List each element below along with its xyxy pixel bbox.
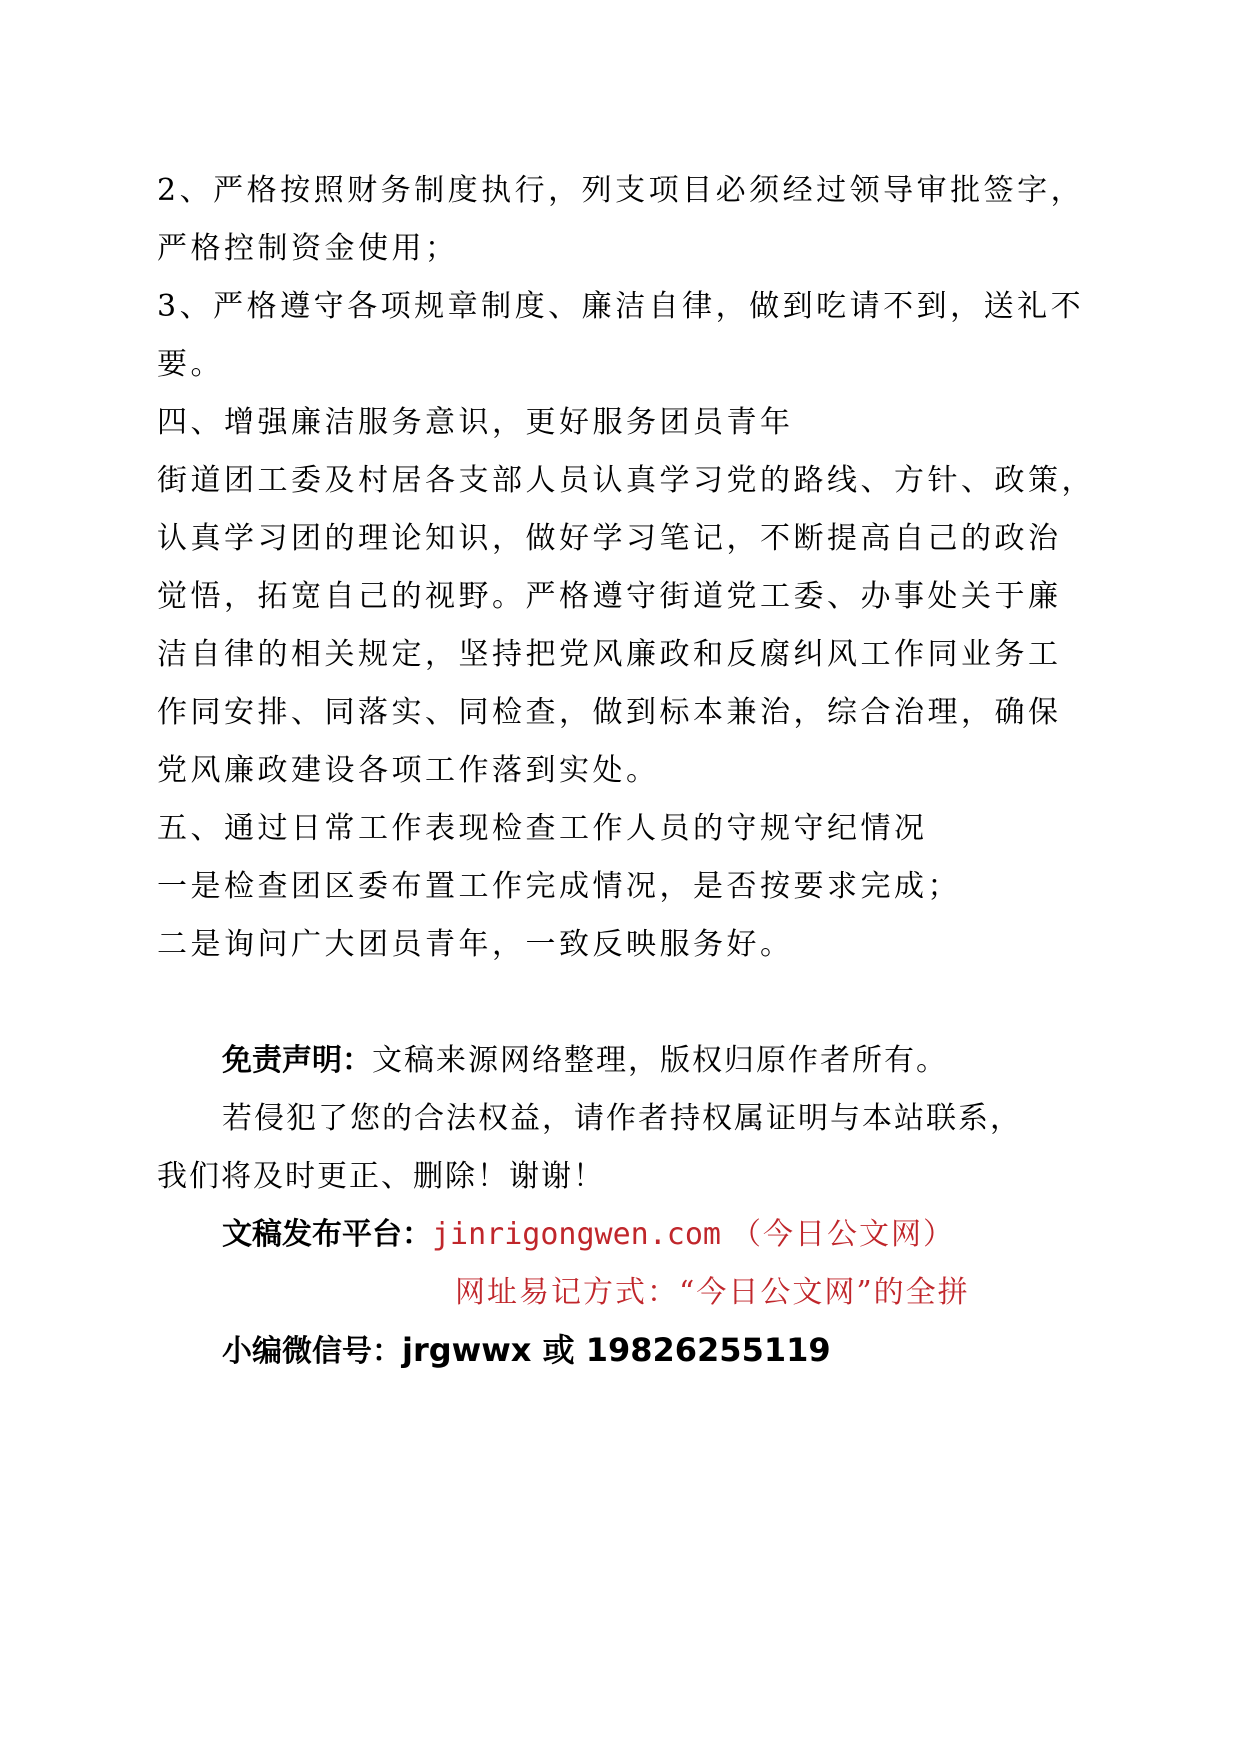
- platform-url-link[interactable]: jinrigongwen.com: [432, 1217, 721, 1252]
- body-line-3: 3、严格遵守各项规章制度、廉洁自律，做到吃请不到，送礼不: [157, 289, 1085, 324]
- body-line-13: 一是检查团区委布置工作完成情况，是否按要求完成；: [157, 869, 961, 904]
- disclaimer-text: 文稿来源网络整理，版权归原作者所有。: [372, 1043, 948, 1078]
- platform-name: （今日公文网）: [730, 1217, 955, 1252]
- body-line-7: 认真学习团的理论知识，做好学习笔记，不断提高自己的政治: [157, 521, 1062, 556]
- wechat-value: jrgwwx 或 19826255119: [402, 1331, 831, 1369]
- body-line-9: 洁自律的相关规定，坚持把党风廉政和反腐纠风工作同业务工: [157, 637, 1062, 672]
- wechat-line: [222, 1331, 831, 1369]
- body-line-8: 觉悟，拓宽自己的视野。严格遵守街道党工委、办事处关于廉: [157, 579, 1062, 614]
- body-line-11: 党风廉政建设各项工作落到实处。: [157, 753, 660, 788]
- section-heading-5: 五、通过日常工作表现检查工作人员的守规守纪情况: [157, 811, 928, 846]
- wechat-label: 小编微信号：: [222, 1334, 402, 1369]
- body-line-4: 要。: [157, 347, 224, 382]
- platform-line: [222, 1217, 955, 1252]
- infringement-line-1: 若侵犯了您的合法权益，请作者持权属证明与本站联系，: [222, 1101, 1022, 1136]
- platform-label: 文稿发布平台：: [222, 1217, 432, 1252]
- disclaimer-line: [222, 1043, 948, 1078]
- section-heading-4: 四、增强廉洁服务意识，更好服务团员青年: [157, 405, 794, 440]
- body-line-14: 二是询问广大团员青年，一致反映服务好。: [157, 927, 794, 962]
- body-line-2: 严格控制资金使用；: [157, 231, 459, 266]
- disclaimer-label: 免责声明：: [222, 1043, 372, 1078]
- body-line-1: 2、严格按照财务制度执行，列支项目必须经过领导审批签字，: [157, 173, 1085, 208]
- body-line-10: 作同安排、同落实、同检查，做到标本兼治，综合治理，确保: [157, 695, 1062, 730]
- body-line-6: 街道团工委及村居各支部人员认真学习党的路线、方针、政策，: [157, 463, 1095, 498]
- infringement-line-2: 我们将及时更正、删除！谢谢！: [157, 1159, 605, 1194]
- memo-line: 网址易记方式：“今日公文网”的全拼: [455, 1275, 970, 1310]
